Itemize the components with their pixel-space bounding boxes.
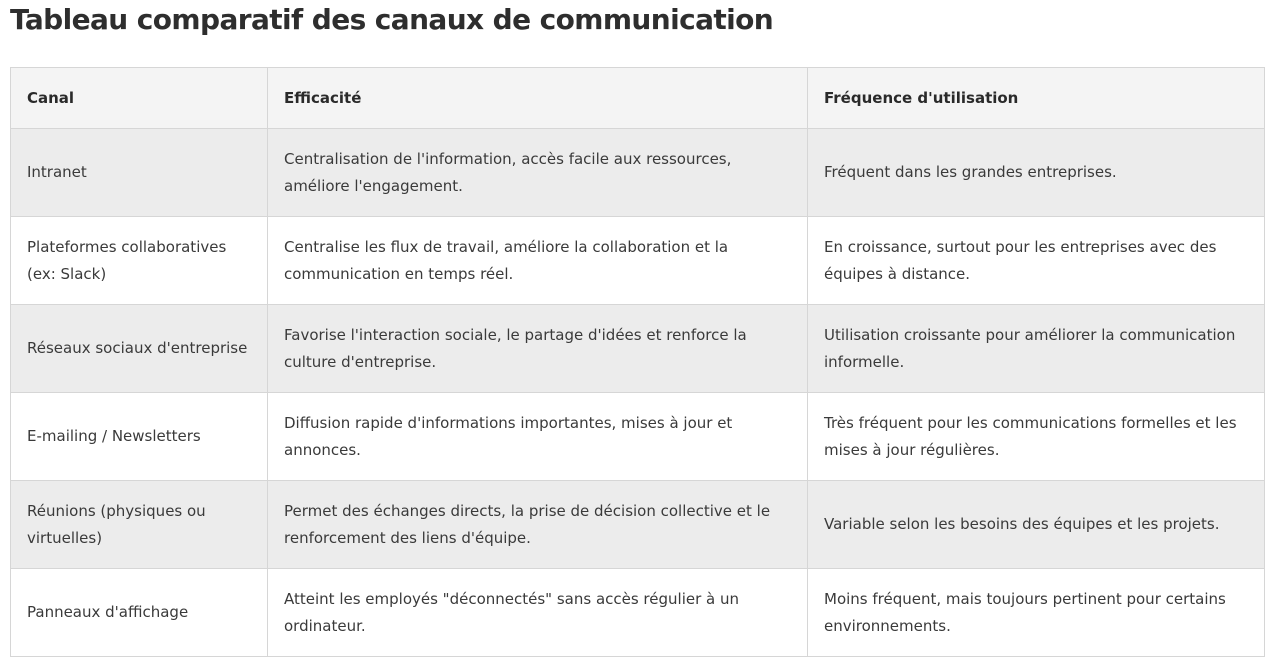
cell-efficacite: Atteint les employés "déconnectés" sans accès régulier à un ordinateur. [268,569,808,657]
table-row [11,569,1265,657]
cell-frequence: Variable selon les besoins des équipes et les projets. [808,481,1265,569]
cell-frequence: Très fréquent pour les communications formelles et les mises à jour régulières. [808,393,1265,481]
table-row [11,481,1265,569]
cell-canal: E-mailing / Newsletters [11,393,268,481]
column-header-canal: Canal [11,68,268,129]
cell-canal: Intranet [11,129,268,217]
table-row [11,393,1265,481]
cell-efficacite: Favorise l'interaction sociale, le partage d'idées et renforce la culture d'entreprise. [268,305,808,393]
cell-frequence: Moins fréquent, mais toujours pertinent pour certains environnements. [808,569,1265,657]
cell-frequence: En croissance, surtout pour les entreprises avec des équipes à distance. [808,217,1265,305]
column-header-efficacite: Efficacité [268,68,808,129]
cell-canal: Panneaux d'affichage [11,569,268,657]
page-title: Tableau comparatif des canaux de communication [10,3,774,36]
cell-efficacite: Centralisation de l'information, accès facile aux ressources, améliore l'engagement. [268,129,808,217]
cell-canal: Plateformes collaboratives (ex: Slack) [11,217,268,305]
cell-canal: Réseaux sociaux d'entreprise [11,305,268,393]
table-row [11,129,1265,217]
table-row [11,305,1265,393]
comparison-table [10,67,1265,657]
cell-efficacite: Centralise les flux de travail, améliore la collaboration et la communication en temps réel. [268,217,808,305]
cell-canal: Réunions (physiques ou virtuelles) [11,481,268,569]
cell-frequence: Utilisation croissante pour améliorer la communication informelle. [808,305,1265,393]
cell-efficacite: Permet des échanges directs, la prise de décision collective et le renforcement des liens d'équipe. [268,481,808,569]
cell-efficacite: Diffusion rapide d'informations importantes, mises à jour et annonces. [268,393,808,481]
table-header-row [11,68,1265,129]
column-header-frequence: Fréquence d'utilisation [808,68,1265,129]
cell-frequence: Fréquent dans les grandes entreprises. [808,129,1265,217]
table-row [11,217,1265,305]
